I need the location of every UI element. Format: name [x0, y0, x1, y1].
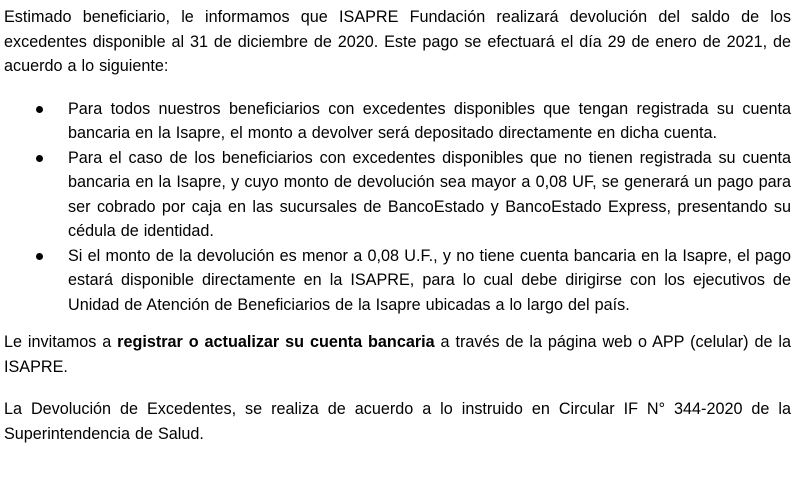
list-item: [68, 244, 791, 318]
invite-text-start: Le invitamos a: [4, 333, 118, 351]
footer-paragraph: La Devolución de Excedentes, se realiza de acuerdo a lo instruido en Circular IF N° 344-2020 de la Superintendencia de Salud.: [4, 400, 791, 443]
list-item-text: Para el caso de los beneficiarios con excedentes disponibles que no tienen registrada su cuenta bancaria en la Isapre, y cuyo monto de devolución sea mayor a 0,08 UF, se generará un pago para ser cobrado por caja en las sucursales de BancoEstado y BancoEstado Express, presentando su cédula de identidad.: [68, 148, 791, 240]
bullet-icon: [36, 106, 43, 113]
list-item: [68, 146, 791, 244]
list-item-text: Para todos nuestros beneficiarios con excedentes disponibles que tengan registrada su cuenta bancaria en la Isapre, el monto a devolver será depositado directamente en dicha cuenta.: [68, 99, 791, 142]
invite-emphasis: registrar o actualizar su cuenta bancaria: [117, 333, 435, 351]
invite-paragraph: [4, 330, 791, 379]
intro-paragraph: Estimado beneficiario, le informamos que ISAPRE Fundación realizará devolución del saldo de los excedentes disponible al 31 de diciembre de 2020. Este pago se efectuará el día 29 de enero de 2021, de acuerdo a lo siguiente:: [4, 8, 791, 75]
bullet-icon: [36, 253, 43, 260]
conditions-list: [4, 97, 791, 318]
bullet-icon: [36, 155, 43, 162]
document-body: [4, 5, 791, 446]
list-item: [68, 97, 791, 146]
list-item-text: Si el monto de la devolución es menor a 0,08 U.F., y no tiene cuenta bancaria en la Isapre, el pago estará disponible directamente en la ISAPRE, para lo cual debe dirigirse con los ejecutivos de Unidad de Atención de Beneficiarios de la Isapre ubicadas a lo largo del país.: [68, 246, 791, 314]
invite-text-end: a través de la página web o APP (celular) de la ISAPRE.: [4, 333, 792, 376]
